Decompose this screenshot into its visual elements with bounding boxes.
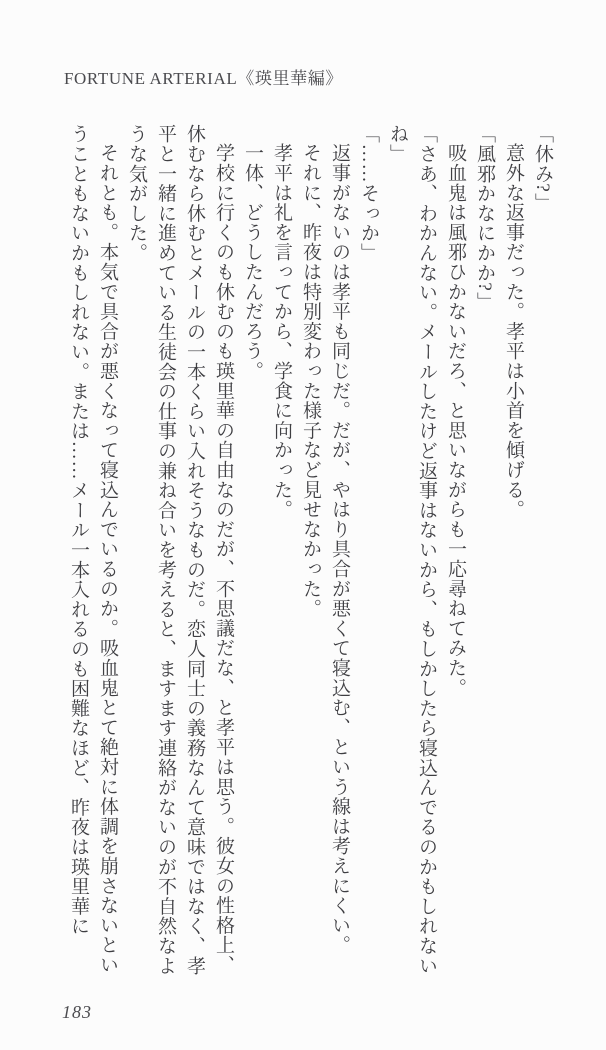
paragraph-narration: 孝平は礼を言ってから、学食に向かった。 bbox=[271, 143, 292, 520]
paragraph-narration: 吸血鬼は風邪ひかないだろ、と思いながらも一応尋ねてみた。 bbox=[445, 143, 466, 698]
running-header-title: FORTUNE ARTERIAL《瑛里華編》 bbox=[64, 69, 343, 88]
paragraph-quote: 「さあ、わかんない。メールしたけど返事はないから、もしかしたら寝込んでるのかもしれないね」 bbox=[387, 124, 437, 976]
paragraph-narration: 意外な返事だった。孝平は小首を傾げる。 bbox=[503, 143, 524, 520]
paragraph-narration: 学校に行くのも休むのも瑛里華の自由なのだが、不思議だな、と孝平は思う。彼女の性格上、休むなら休むとメールの一本くらい入れそうなものだ。恋人同士の義務なんて意味ではなく、孝平と一緒に進めている生徒会の仕事の兼ね合いを考えると、ますます連絡がないのが不自然なような気がした。 bbox=[126, 124, 234, 976]
page-number: 183 bbox=[62, 1002, 92, 1022]
paragraph-narration: 一体、どうしたんだろう。 bbox=[242, 143, 263, 381]
paragraph-quote: 「……そっか」 bbox=[358, 124, 379, 263]
paragraph-narration: 返事がないのは孝平も同じだ。だが、やはり具合が悪くて寝込む、という線は考えにくい。 bbox=[329, 143, 350, 955]
paragraph-narration: それに、昨夜は特別変わった様子など見せなかった。 bbox=[300, 143, 321, 619]
paragraph-quote: 「風邪かなにかか?」 bbox=[474, 124, 495, 312]
paragraph-quote: 「休み?」 bbox=[532, 124, 553, 213]
paragraph-narration: それとも。本気で具合が悪くなって寝込んでいるのか。吸血鬼とて絶対に体調を崩さないということもないかもしれない。または……メール一本入れるのも困難なほど、昨夜は瑛里華に bbox=[68, 124, 118, 975]
body-text bbox=[64, 124, 557, 984]
